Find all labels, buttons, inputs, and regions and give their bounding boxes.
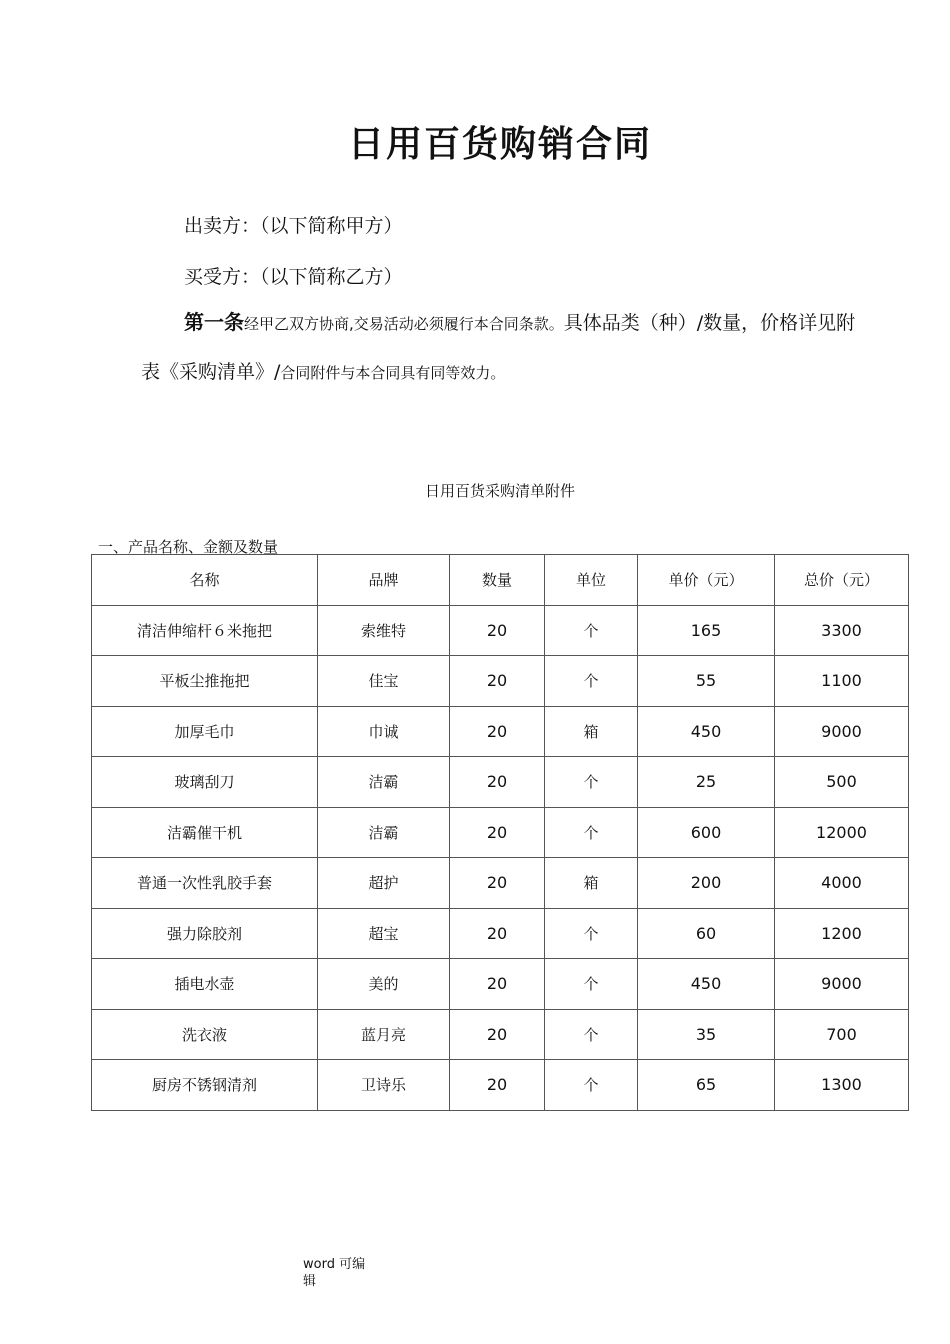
cell-brand: 超护 xyxy=(318,858,450,909)
cell-unit: 个 xyxy=(545,807,638,858)
cell-quantity: 20 xyxy=(450,858,545,909)
table-row xyxy=(92,858,909,909)
contract-title: 日用百货购销合同 xyxy=(347,124,652,165)
cell-quantity: 20 xyxy=(450,807,545,858)
cell-quantity: 20 xyxy=(450,706,545,757)
cell-total-price: 700 xyxy=(775,1009,909,1060)
cell-quantity: 20 xyxy=(450,757,545,808)
clause-1-text-small: 经甲乙双方协商,交易活动必须履行本合同条款。 xyxy=(244,315,564,333)
cell-unit: 个 xyxy=(545,605,638,656)
cell-name: 平板尘推拖把 xyxy=(92,656,318,707)
cell-unit-price: 165 xyxy=(638,605,775,656)
clause-1-continued xyxy=(141,357,505,384)
cell-total-price: 1300 xyxy=(775,1060,909,1111)
cell-total-price: 500 xyxy=(775,757,909,808)
cell-brand: 洁霸 xyxy=(318,807,450,858)
cell-brand: 超宝 xyxy=(318,908,450,959)
cell-total-price: 9000 xyxy=(775,706,909,757)
cell-name: 玻璃刮刀 xyxy=(92,757,318,808)
cell-unit-price: 35 xyxy=(638,1009,775,1060)
cell-quantity: 20 xyxy=(450,1009,545,1060)
cell-name: 洗衣液 xyxy=(92,1009,318,1060)
table-row xyxy=(92,757,909,808)
table-header-row xyxy=(92,555,909,606)
cell-unit-price: 65 xyxy=(638,1060,775,1111)
cell-unit-price: 600 xyxy=(638,807,775,858)
table-row xyxy=(92,1060,909,1111)
clause-1 xyxy=(184,306,855,335)
cell-quantity: 20 xyxy=(450,959,545,1010)
cell-quantity: 20 xyxy=(450,908,545,959)
annex-title: 日用百货采购清单附件 xyxy=(424,482,575,500)
cell-unit: 个 xyxy=(545,656,638,707)
cell-unit: 个 xyxy=(545,757,638,808)
cell-name: 厨房不锈钢清剂 xyxy=(92,1060,318,1111)
cell-unit: 箱 xyxy=(545,858,638,909)
cell-brand: 卫诗乐 xyxy=(318,1060,450,1111)
table-row xyxy=(92,656,909,707)
footer-note: word 可编辑 xyxy=(303,1257,366,1289)
purchase-table xyxy=(91,554,909,1111)
cell-name: 强力除胶剂 xyxy=(92,908,318,959)
cell-brand: 蓝月亮 xyxy=(318,1009,450,1060)
cell-unit-price: 450 xyxy=(638,706,775,757)
cell-name: 普通一次性乳胶手套 xyxy=(92,858,318,909)
cell-brand: 佳宝 xyxy=(318,656,450,707)
table-row xyxy=(92,959,909,1010)
cell-name: 插电水壶 xyxy=(92,959,318,1010)
table-row xyxy=(92,706,909,757)
cell-unit: 个 xyxy=(545,1060,638,1111)
cell-quantity: 20 xyxy=(450,1060,545,1111)
cell-brand: 巾诚 xyxy=(318,706,450,757)
clause-1-text-large: 具体品类（种）/数量，价格详见附 xyxy=(563,312,856,334)
table-row xyxy=(92,1009,909,1060)
cell-total-price: 1200 xyxy=(775,908,909,959)
cell-total-price: 3300 xyxy=(775,605,909,656)
clause-1-label: 第一条 xyxy=(184,310,244,334)
header-quantity: 数量 xyxy=(450,555,545,606)
cell-total-price: 12000 xyxy=(775,807,909,858)
table-row xyxy=(92,605,909,656)
cell-total-price: 9000 xyxy=(775,959,909,1010)
section-title: 一、产品名称、金额及数量 xyxy=(98,538,279,556)
cell-unit: 箱 xyxy=(545,706,638,757)
cell-unit-price: 200 xyxy=(638,858,775,909)
cell-unit: 个 xyxy=(545,1009,638,1060)
table-row xyxy=(92,807,909,858)
header-unit: 单位 xyxy=(545,555,638,606)
cell-quantity: 20 xyxy=(450,656,545,707)
header-unit-price: 单价（元） xyxy=(638,555,775,606)
clause-1-line2-small: 合同附件与本合同具有同等效力。 xyxy=(280,364,506,382)
cell-unit: 个 xyxy=(545,959,638,1010)
seller-line: 出卖方：（以下简称甲方） xyxy=(184,215,403,237)
cell-unit-price: 55 xyxy=(638,656,775,707)
clause-1-line2-large: 表《采购清单》/ xyxy=(141,361,281,383)
header-total-price: 总价（元） xyxy=(775,555,909,606)
cell-name: 洁霸催干机 xyxy=(92,807,318,858)
cell-name: 清洁伸缩杆６米拖把 xyxy=(92,605,318,656)
cell-total-price: 1100 xyxy=(775,656,909,707)
cell-brand: 美的 xyxy=(318,959,450,1010)
cell-total-price: 4000 xyxy=(775,858,909,909)
header-name: 名称 xyxy=(92,555,318,606)
table-row xyxy=(92,908,909,959)
cell-brand: 洁霸 xyxy=(318,757,450,808)
buyer-line: 买受方：（以下简称乙方） xyxy=(184,266,403,288)
cell-unit-price: 60 xyxy=(638,908,775,959)
cell-unit-price: 25 xyxy=(638,757,775,808)
cell-brand: 索维特 xyxy=(318,605,450,656)
cell-name: 加厚毛巾 xyxy=(92,706,318,757)
cell-unit-price: 450 xyxy=(638,959,775,1010)
cell-unit: 个 xyxy=(545,908,638,959)
header-brand: 品牌 xyxy=(318,555,450,606)
cell-quantity: 20 xyxy=(450,605,545,656)
